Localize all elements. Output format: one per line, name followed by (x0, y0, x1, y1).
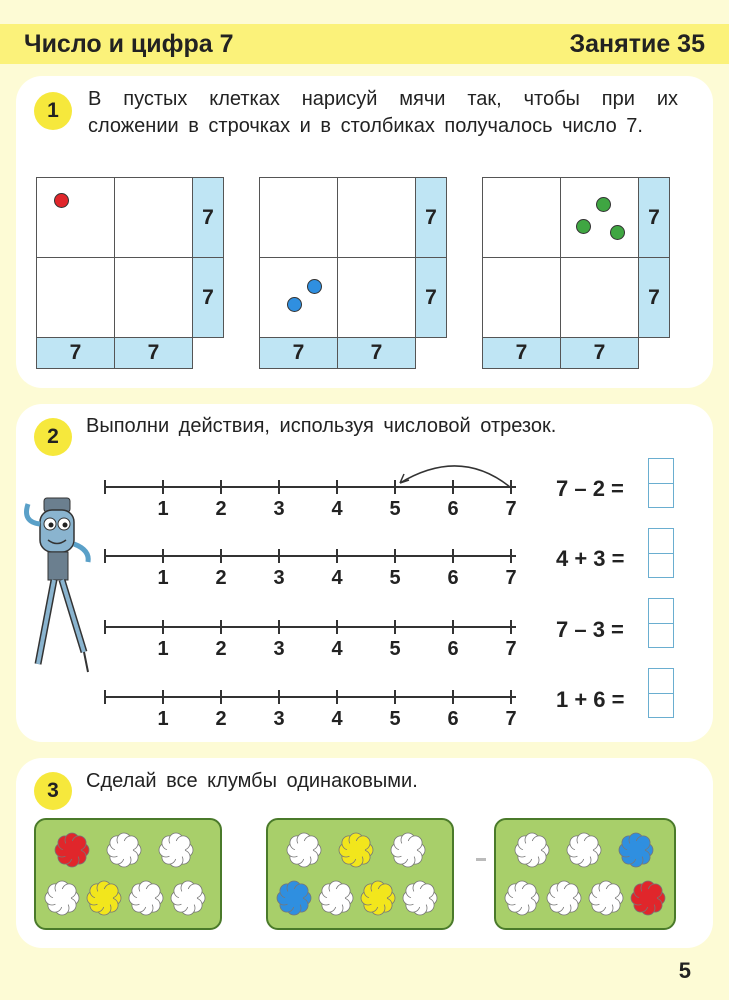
ball (576, 219, 591, 234)
number-line-label: 6 (447, 567, 459, 589)
task-2-text: Выполни действия, используя числовой отрезок. (86, 415, 557, 437)
number-line-tick (162, 620, 164, 634)
number-line-tick (336, 620, 338, 634)
answer-box[interactable] (648, 528, 674, 578)
row-sum-cell: 7 (415, 177, 447, 258)
flower-white (390, 832, 426, 868)
grid-cell[interactable] (114, 177, 193, 258)
number-line-tick (278, 480, 280, 494)
number-line-tick (510, 549, 512, 563)
page-header (0, 24, 729, 64)
task-1-number: 1 (34, 92, 72, 130)
grid-cell[interactable] (259, 177, 338, 258)
flower-white (158, 832, 194, 868)
flower-yellow (338, 832, 374, 868)
number-line (104, 616, 517, 660)
number-line-label: 7 (505, 567, 517, 589)
number-line-tick (162, 690, 164, 704)
flower-bed (266, 818, 454, 930)
row-sum-cell: 7 (415, 257, 447, 338)
expression: 1 + 6 = (556, 687, 625, 712)
number-line-label: 2 (215, 498, 227, 520)
column-sum-cell: 7 (114, 337, 193, 369)
number-line-label: 6 (447, 638, 459, 660)
number-line-label: 2 (215, 708, 227, 730)
expression: 4 + 3 = (556, 546, 625, 571)
column-sum-cell: 7 (259, 337, 338, 369)
ball (610, 225, 625, 240)
flower-white (106, 832, 142, 868)
task-3-number: 3 (34, 772, 72, 810)
flower-white (170, 880, 206, 916)
expression: 7 – 3 = (556, 617, 624, 642)
number-line-label: 6 (447, 708, 459, 730)
number-line-label: 1 (157, 567, 169, 589)
number-line-label: 6 (447, 498, 459, 520)
flower-white (128, 880, 164, 916)
flower-white (566, 832, 602, 868)
number-line-label: 1 (157, 708, 169, 730)
number-line-tick (104, 549, 106, 563)
number-line-tick (394, 690, 396, 704)
number-line-tick (394, 549, 396, 563)
task-3-text: Сделай все клумбы одинаковыми. (86, 770, 418, 792)
ball (307, 279, 322, 294)
flower-blue (276, 880, 312, 916)
answer-box[interactable] (648, 458, 674, 508)
number-line-tick (336, 690, 338, 704)
number-line-tick (220, 480, 222, 494)
grid-cell[interactable] (482, 177, 561, 258)
ball (596, 197, 611, 212)
number-line-tick (452, 549, 454, 563)
number-line-tick (220, 620, 222, 634)
number-line-label: 4 (331, 708, 343, 730)
row-sum-cell: 7 (638, 257, 670, 338)
flower-yellow (86, 880, 122, 916)
flower-white (286, 832, 322, 868)
number-line-label: 2 (215, 567, 227, 589)
grid-cell[interactable] (560, 257, 639, 338)
number-line-label: 3 (273, 638, 285, 660)
number-line-label: 1 (157, 498, 169, 520)
number-line-tick (278, 549, 280, 563)
flower-yellow (360, 880, 396, 916)
number-line-axis (104, 696, 516, 698)
answer-box[interactable] (648, 598, 674, 648)
number-line-tick (452, 690, 454, 704)
number-line-tick (336, 549, 338, 563)
number-line-tick (452, 620, 454, 634)
flower-white (588, 880, 624, 916)
number-line (104, 545, 517, 589)
grid-cell[interactable] (337, 177, 416, 258)
grid-cell[interactable] (560, 177, 639, 258)
row-sum-cell: 7 (192, 257, 224, 338)
number-line-tick (104, 480, 106, 494)
task-1-text: В пустых клетках нарисуй мячи так, чтобы при их сложении в строчках и в столбиках получалось число 7. (88, 88, 678, 137)
number-line-label: 4 (331, 567, 343, 589)
flower-white (44, 880, 80, 916)
robot-compass-illustration (10, 492, 106, 682)
flower-bed (494, 818, 676, 930)
number-line-label: 7 (505, 638, 517, 660)
lesson-label: Занятие 35 (569, 30, 705, 58)
grid-cell[interactable] (337, 257, 416, 338)
number-line-label: 5 (389, 708, 401, 730)
page-number: 5 (678, 958, 691, 983)
number-line-label: 1 (157, 638, 169, 660)
column-sum-cell: 7 (36, 337, 115, 369)
number-line-label: 7 (505, 708, 517, 730)
number-line-label: 7 (505, 498, 517, 520)
page-title: Число и цифра 7 (24, 30, 234, 58)
flower-blue (618, 832, 654, 868)
number-line-label: 4 (331, 638, 343, 660)
flower-white (318, 880, 354, 916)
number-line-label: 5 (389, 638, 401, 660)
flower-red (630, 880, 666, 916)
number-line-tick (104, 690, 106, 704)
number-line-label: 4 (331, 498, 343, 520)
task-2-number: 2 (34, 418, 72, 456)
row-sum-cell: 7 (638, 177, 670, 258)
row-sum-cell: 7 (192, 177, 224, 258)
flower-red (54, 832, 90, 868)
number-line-tick (394, 620, 396, 634)
flower-white (546, 880, 582, 916)
column-sum-cell: 7 (337, 337, 416, 369)
flower-white (402, 880, 438, 916)
number-line-tick (220, 690, 222, 704)
grid-cell[interactable] (36, 177, 115, 258)
number-line-tick (104, 620, 106, 634)
ball (54, 193, 69, 208)
flower-bed (34, 818, 222, 930)
number-line-label: 2 (215, 638, 227, 660)
answer-box[interactable] (648, 668, 674, 718)
number-line-tick (510, 690, 512, 704)
number-line-axis (104, 626, 516, 628)
column-sum-cell: 7 (560, 337, 639, 369)
grid-cell[interactable] (36, 257, 115, 338)
flower-white (504, 880, 540, 916)
number-line-tick (336, 480, 338, 494)
number-line-label: 3 (273, 567, 285, 589)
dash-mark (476, 858, 486, 861)
number-line-label: 3 (273, 708, 285, 730)
number-line-tick (162, 549, 164, 563)
number-line (104, 686, 517, 730)
number-line-label: 3 (273, 498, 285, 520)
flower-white (514, 832, 550, 868)
column-sum-cell: 7 (482, 337, 561, 369)
number-line-label: 5 (389, 567, 401, 589)
grid-cell[interactable] (114, 257, 193, 338)
number-line-tick (162, 480, 164, 494)
expression: 7 – 2 = (556, 476, 624, 501)
number-line-tick (278, 690, 280, 704)
grid-cell[interactable] (482, 257, 561, 338)
ball (287, 297, 302, 312)
number-line-tick (220, 549, 222, 563)
number-line-tick (510, 620, 512, 634)
hop-arc (390, 455, 520, 495)
number-line-tick (278, 620, 280, 634)
number-line-label: 5 (389, 498, 401, 520)
number-line-axis (104, 555, 516, 557)
